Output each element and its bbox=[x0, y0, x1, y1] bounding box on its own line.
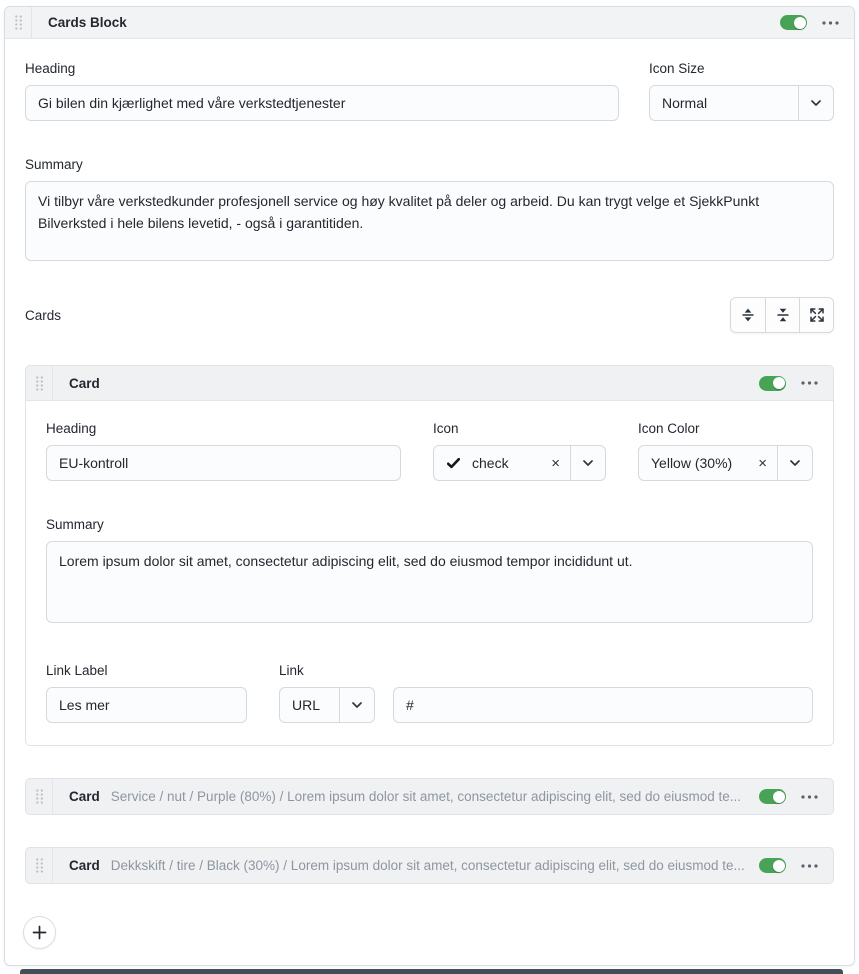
collapse-rows-button[interactable] bbox=[765, 298, 799, 332]
drag-dots-icon bbox=[35, 375, 44, 392]
icon-color-value: Yellow (30%) bbox=[651, 455, 733, 471]
card-summary-field bbox=[46, 517, 813, 623]
link-url-field bbox=[393, 663, 813, 723]
heading-label: Heading bbox=[25, 61, 76, 76]
block-title: Cards Block bbox=[48, 15, 127, 30]
toggle-knob bbox=[794, 17, 806, 29]
card-0-enabled-toggle[interactable] bbox=[759, 376, 786, 391]
summary-field bbox=[25, 157, 834, 261]
drag-dots-icon bbox=[14, 14, 23, 31]
link-label-field bbox=[46, 663, 247, 723]
ellipsis-icon bbox=[822, 21, 839, 25]
card-item-1[interactable] bbox=[25, 778, 834, 815]
card-summary-textarea[interactable] bbox=[46, 541, 813, 623]
cards-block bbox=[4, 6, 855, 966]
link-label-input[interactable] bbox=[46, 687, 247, 723]
card-item-2[interactable] bbox=[25, 847, 834, 884]
ellipsis-icon bbox=[801, 381, 818, 385]
drag-handle[interactable] bbox=[26, 366, 53, 400]
card-title: Card bbox=[69, 858, 100, 873]
summary-label: Summary bbox=[25, 157, 83, 172]
link-label-label: Link Label bbox=[46, 663, 108, 678]
chevron-down-icon[interactable] bbox=[340, 688, 374, 722]
link-url-input[interactable] bbox=[393, 687, 813, 723]
card-heading-label: Heading bbox=[46, 421, 97, 436]
toggle-knob bbox=[773, 860, 785, 872]
drag-dots-icon bbox=[35, 857, 44, 874]
card-1-enabled-toggle[interactable] bbox=[759, 789, 786, 804]
header-spacer bbox=[100, 366, 759, 400]
block-enabled-toggle[interactable] bbox=[780, 15, 807, 30]
link-type-value: URL bbox=[292, 697, 321, 713]
card-0-menu-button[interactable] bbox=[801, 377, 818, 389]
toggle-knob bbox=[773, 377, 785, 389]
cards-block-header bbox=[5, 7, 854, 39]
card-0-header bbox=[26, 366, 833, 401]
next-block-top-edge bbox=[20, 969, 843, 974]
clear-icon[interactable]: × bbox=[758, 454, 767, 472]
card-summary-label: Summary bbox=[46, 517, 104, 532]
icon-select-value: check bbox=[472, 455, 509, 471]
cards-section-label: Cards bbox=[25, 307, 62, 323]
link-label: Link bbox=[279, 663, 304, 678]
clear-icon[interactable]: × bbox=[551, 454, 560, 472]
expand-rows-icon bbox=[741, 308, 755, 322]
icon-size-value: Normal bbox=[662, 95, 708, 111]
icon-size-field bbox=[649, 61, 834, 121]
heading-field bbox=[25, 61, 619, 121]
icon-color-select[interactable] bbox=[638, 445, 813, 481]
card-heading-field bbox=[46, 421, 401, 481]
plus-icon bbox=[32, 925, 47, 940]
card-icon-color-field bbox=[638, 421, 813, 481]
header-spacer bbox=[127, 7, 780, 38]
summary-textarea[interactable] bbox=[25, 181, 834, 261]
card-icon-field bbox=[433, 421, 606, 481]
icon-size-select[interactable] bbox=[649, 85, 834, 121]
card-preview-text: Dekkskift / tire / Black (30%) / Lorem ipsum dolor sit amet, consectetur adipiscing elit, sed do eiusmod te... bbox=[110, 858, 745, 873]
expand-all-button[interactable] bbox=[799, 298, 833, 332]
link-url-spacer bbox=[393, 663, 813, 678]
card-1-header bbox=[26, 779, 833, 814]
card-2-header bbox=[26, 848, 833, 883]
card-1-menu-button[interactable] bbox=[801, 791, 818, 803]
icon-select[interactable] bbox=[433, 445, 606, 481]
icon-size-label: Icon Size bbox=[649, 61, 705, 76]
chevron-down-icon[interactable] bbox=[778, 446, 812, 480]
drag-handle[interactable] bbox=[26, 779, 53, 814]
card-title: Card bbox=[69, 789, 100, 804]
ellipsis-icon bbox=[801, 795, 818, 799]
card-icon-color-label: Icon Color bbox=[638, 421, 700, 436]
card-preview-text: Service / nut / Purple (80%) / Lorem ipsum dolor sit amet, consectetur adipiscing elit, sed do eiusmod te... bbox=[110, 789, 742, 804]
cards-toolbar bbox=[730, 297, 834, 333]
card-title: Card bbox=[69, 375, 100, 391]
expand-all-icon bbox=[810, 308, 824, 322]
link-type-select[interactable] bbox=[279, 687, 375, 723]
chevron-down-icon[interactable] bbox=[571, 446, 605, 480]
heading-input[interactable] bbox=[25, 85, 619, 121]
collapse-rows-icon bbox=[776, 308, 790, 322]
drag-handle[interactable] bbox=[5, 7, 32, 38]
drag-handle[interactable] bbox=[26, 848, 53, 883]
card-icon-label: Icon bbox=[433, 421, 459, 436]
check-icon bbox=[434, 458, 460, 469]
card-item-0 bbox=[25, 365, 834, 746]
ellipsis-icon bbox=[801, 864, 818, 868]
link-type-field bbox=[279, 663, 375, 723]
add-card-button[interactable] bbox=[23, 916, 56, 949]
card-heading-input[interactable] bbox=[46, 445, 401, 481]
drag-dots-icon bbox=[35, 788, 44, 805]
block-menu-button[interactable] bbox=[822, 17, 839, 29]
chevron-down-icon[interactable] bbox=[799, 86, 833, 120]
card-2-enabled-toggle[interactable] bbox=[759, 858, 786, 873]
toggle-knob bbox=[773, 791, 785, 803]
card-2-menu-button[interactable] bbox=[801, 860, 818, 872]
expand-rows-button[interactable] bbox=[731, 298, 765, 332]
